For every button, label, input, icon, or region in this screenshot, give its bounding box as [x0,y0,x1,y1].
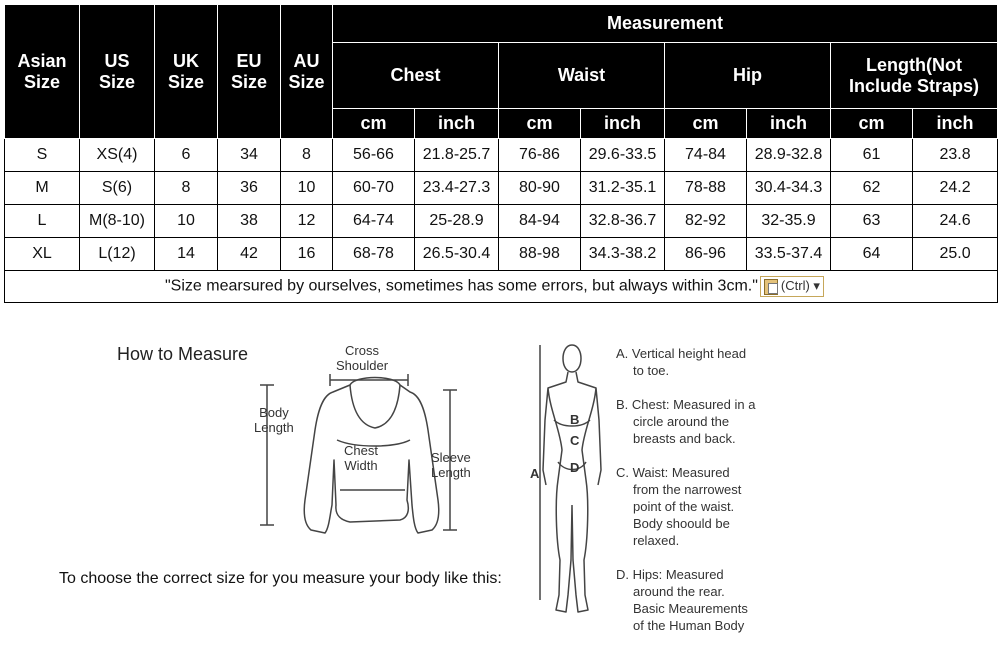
table-cell: 78-88 [665,172,747,205]
table-cell: L(12) [80,238,155,271]
header-unit-length-cm: cm [831,109,913,139]
list-item: A. Vertical height head to toe. [616,346,747,378]
table-cell: 64-74 [333,205,415,238]
cross-shoulder-label: Cross Shoulder [336,343,389,373]
table-cell: 32-35.9 [747,205,831,238]
table-cell: 32.8-36.7 [581,205,665,238]
table-cell: 62 [831,172,913,205]
cross-shoulder-arrow [330,374,408,386]
table-cell: 30.4-34.3 [747,172,831,205]
table-cell: 10 [281,172,333,205]
measurement-list [616,345,786,651]
table-cell: 23.8 [913,139,998,172]
table-cell: 23.4-27.3 [415,172,499,205]
table-cell: 68-78 [333,238,415,271]
table-cell: 10 [155,205,218,238]
table-cell: M(8-10) [80,205,155,238]
paste-options-label: (Ctrl) [780,278,810,294]
header-asian-size: Asian Size [5,5,80,139]
list-item: C. Waist: Measured from the narrowest point of the waist. Body shoould be relaxed. [616,465,742,548]
header-chest: Chest [333,43,499,109]
header-au-size: AU Size [281,5,333,139]
marker-d: D [570,460,580,475]
table-cell: 14 [155,238,218,271]
header-measurement: Measurement [333,5,998,43]
table-cell: 8 [155,172,218,205]
table-cell: 74-84 [665,139,747,172]
marker-b: B [570,412,580,427]
table-cell: 86-96 [665,238,747,271]
table-cell: 28.9-32.8 [747,139,831,172]
table-cell: 76-86 [499,139,581,172]
choose-size-text: To choose the correct size for you measure your body like this: [59,570,502,587]
table-cell: XL [5,238,80,271]
table-cell: 63 [831,205,913,238]
table-cell: 61 [831,139,913,172]
table-cell: L [5,205,80,238]
header-length: Length(Not Include Straps) [831,43,998,109]
table-cell: M [5,172,80,205]
table-cell: 34 [218,139,281,172]
table-cell: 21.8-25.7 [415,139,499,172]
table-cell: 31.2-35.1 [581,172,665,205]
table-cell: 38 [218,205,281,238]
table-cell: 24.2 [913,172,998,205]
header-eu-size: EU Size [218,5,281,139]
header-unit-chest-inch: inch [415,109,499,139]
table-cell: 24.6 [913,205,998,238]
table-cell: XS(4) [80,139,155,172]
header-unit-waist-inch: inch [581,109,665,139]
table-cell: 36 [218,172,281,205]
list-item: B. Chest: Measured in a circle around the breasts and back. [616,397,756,446]
header-hip: Hip [665,43,831,109]
table-cell: 42 [218,238,281,271]
table-cell: S(6) [80,172,155,205]
table-cell: 80-90 [499,172,581,205]
table-cell: 34.3-38.2 [581,238,665,271]
table-cell: 16 [281,238,333,271]
table-cell: 33.5-37.4 [747,238,831,271]
body-length-label: Body Length [254,405,294,435]
table-cell: 29.6-33.5 [581,139,665,172]
sleeve-length-label: Sleeve Length [431,450,471,480]
list-item: D. Hips: Measured around the rear. Basic Meaurements of the Human Body [616,567,748,633]
neckline [350,385,400,428]
header-unit-hip-inch: inch [747,109,831,139]
chevron-down-icon: ▾ [813,278,820,294]
table-cell: 84-94 [499,205,581,238]
table-cell: 56-66 [333,139,415,172]
header-unit-waist-cm: cm [499,109,581,139]
how-to-measure-title: How to Measure [117,344,249,364]
table-cell: 6 [155,139,218,172]
marker-c: C [570,433,580,448]
table-cell: 25.0 [913,238,998,271]
header-waist: Waist [499,43,665,109]
header-unit-length-inch: inch [913,109,998,139]
header-uk-size: UK Size [155,5,218,139]
marker-a: A [530,466,540,481]
header-unit-hip-cm: cm [665,109,747,139]
header-us-size: US Size [80,5,155,139]
table-cell: 26.5-30.4 [415,238,499,271]
table-cell: 60-70 [333,172,415,205]
table-cell: 12 [281,205,333,238]
table-cell: S [5,139,80,172]
header-unit-chest-cm: cm [333,109,415,139]
table-cell: 88-98 [499,238,581,271]
table-cell: 82-92 [665,205,747,238]
human-figure [543,345,601,612]
table-cell: 64 [831,238,913,271]
note-text: "Size mearsured by ourselves, sometimes has some errors, but always within 3cm." [165,277,758,295]
table-cell: 25-28.9 [415,205,499,238]
chest-width-label: Chest Width [344,443,378,473]
table-cell: 8 [281,139,333,172]
